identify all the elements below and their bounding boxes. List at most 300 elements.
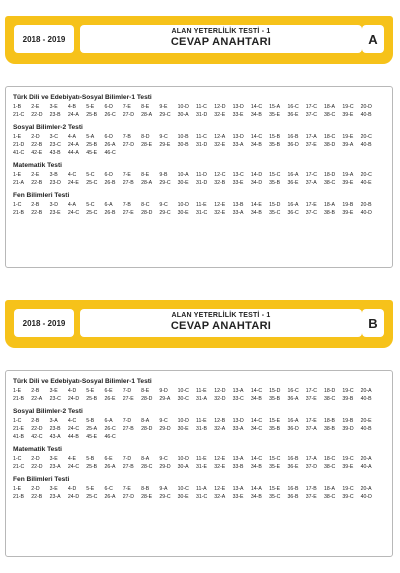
answer-cell: 22-B [31, 180, 43, 186]
answer-cell: 40-B [360, 426, 372, 432]
answer-cell: 4-E [67, 456, 76, 462]
answer-cell: 36-B [287, 494, 299, 500]
answer-cell: 37-C [305, 112, 317, 118]
answer-cell: 30-E [177, 426, 189, 432]
answer-cell: 38-B [324, 210, 336, 216]
answer-cell: 30-E [177, 494, 189, 500]
answer-cell: 35-E [269, 112, 281, 118]
test-section [13, 445, 387, 471]
answer-cell: 22-B [31, 210, 43, 216]
answer-cell: 30-C [177, 396, 189, 402]
answer-cell: 37-E [305, 494, 317, 500]
year-label: 2018 - 2019 [14, 309, 74, 337]
answer-cell: 39-D [342, 426, 354, 432]
answer-cell: 12-E [214, 202, 226, 208]
answer-cell: 9-C [159, 202, 168, 208]
answer-cell: 9-C [159, 456, 168, 462]
answer-cell: 31-A [195, 396, 207, 402]
answer-cell: 3-E [49, 388, 58, 394]
answer-cell: 3-D [49, 202, 58, 208]
answer-cell: 10-B [177, 134, 189, 140]
answer-row [13, 133, 387, 141]
answer-cell: 5-C [86, 202, 95, 208]
answer-cell: 2-B [31, 418, 40, 424]
answer-cell: 24-A [67, 142, 79, 148]
answer-cell: 26-E [104, 396, 116, 402]
test-section [13, 475, 387, 501]
answer-key-title: CEVAP ANAHTARI [170, 320, 272, 332]
answer-cell: 4-A [67, 134, 76, 140]
answer-cell: 14-C [250, 388, 263, 394]
answer-cell: 22-D [31, 426, 43, 432]
answer-cell: 4-C [67, 172, 77, 178]
answer-cell: 12-A [214, 134, 226, 140]
answer-cell: 20-A [360, 388, 372, 394]
answer-cell: 28-A [141, 112, 153, 118]
answer-cell: 23-C [49, 396, 61, 402]
answer-cell: 37-A [305, 426, 317, 432]
answer-cell: 10-D [177, 202, 189, 208]
answer-row [13, 417, 387, 425]
answers-box [5, 86, 393, 268]
answer-cell: 34-B [250, 464, 262, 470]
answer-cell: 14-C [250, 134, 263, 140]
answer-cell: 12-D [214, 104, 226, 110]
answer-cell: 15-B [269, 134, 281, 140]
answer-cell: 22-D [31, 464, 43, 470]
answer-cell: 15-D [269, 202, 281, 208]
answer-cell: 9-B [159, 172, 168, 178]
answer-cell: 21-E [13, 426, 24, 432]
test-section [13, 377, 387, 403]
answer-cell: 10-D [177, 418, 189, 424]
answer-cell: 21-D [13, 142, 25, 148]
answer-cell: 5-B [86, 456, 95, 462]
answer-cell: 2-B [31, 202, 40, 208]
answer-cell: 9-C [159, 418, 168, 424]
answer-cell: 15-D [269, 388, 281, 394]
answer-cell: 20-D [360, 104, 372, 110]
answer-cell: 16-C [287, 388, 299, 394]
answer-cell: 23-A [49, 464, 61, 470]
answer-cell: 25-C [86, 210, 98, 216]
answer-cell: 20-A [360, 486, 372, 492]
answer-cell: 31-C [195, 210, 208, 216]
answer-cell: 32-E [214, 210, 226, 216]
answer-cell: 7-D [122, 388, 132, 394]
answer-cell: 26-B [104, 180, 116, 186]
answer-cell: 21-C [13, 464, 25, 470]
answer-cell: 29-C [159, 494, 171, 500]
answer-cell: 19-C [342, 486, 354, 492]
answer-cell: 27-E [122, 210, 134, 216]
test-section [13, 161, 387, 187]
answer-row [13, 395, 387, 403]
answer-cell: 8-B [141, 486, 150, 492]
answer-cell: 5-C [86, 172, 95, 178]
answer-cell: 2-D [31, 456, 40, 462]
answer-cell: 37-C [305, 210, 317, 216]
answer-cell: 24-D [67, 494, 80, 500]
title-box [80, 309, 362, 337]
answer-cell: 18-A [324, 486, 336, 492]
answer-row [13, 179, 387, 187]
answer-cell: 21-B [13, 210, 24, 216]
answer-cell: 38-C [324, 396, 336, 402]
section-title: Türk Dili ve Edebiyatı-Sosyal Bilimler-1 Testi [13, 378, 152, 385]
answer-cell: 36-D [287, 142, 299, 148]
answer-cell: 22-B [31, 142, 43, 148]
answer-cell: 14-E [250, 202, 262, 208]
answer-cell: 13-D [232, 104, 244, 110]
answer-cell: 35-B [269, 396, 281, 402]
answer-cell: 32-A [214, 494, 226, 500]
answer-cell: 28-D [141, 396, 153, 402]
answer-cell: 12-C [214, 172, 226, 178]
answer-cell: 46-C [104, 434, 116, 440]
answer-cell: 27-D [122, 142, 135, 148]
answer-cell: 13-A [232, 388, 244, 394]
answer-cell: 2-D [31, 134, 40, 140]
section-title: Sosyal Bilimler-2 Testi [13, 124, 83, 131]
answer-key-header [5, 300, 393, 348]
booklet-b [5, 300, 393, 500]
answer-cell: 38-D [324, 142, 336, 148]
answer-cell: 2-E [31, 104, 40, 110]
answer-cell: 17-A [305, 134, 317, 140]
answer-cell: 17-E [305, 418, 317, 424]
section-title: Sosyal Bilimler-2 Testi [13, 408, 83, 415]
answer-row [13, 141, 387, 149]
answer-cell: 18-A [324, 202, 336, 208]
answer-cell: 34-B [250, 142, 262, 148]
answer-cell: 21-A [13, 180, 24, 186]
answer-cell: 4-C [67, 418, 77, 424]
answer-cell: 30-B [177, 142, 189, 148]
answer-cell: 28-E [141, 142, 153, 148]
answer-cell: 13-D [232, 134, 244, 140]
answer-cell: 32-E [214, 142, 226, 148]
answer-cell: 34-D [250, 180, 263, 186]
test-name: ALAN YETERLİLİK TESTİ - 1 [171, 312, 271, 319]
answer-cell: 29-A [159, 396, 171, 402]
answer-cell: 39-E [342, 112, 354, 118]
answer-cell: 20-C [360, 134, 372, 140]
answer-cell: 41-C [13, 150, 25, 156]
answer-key-header [5, 16, 393, 64]
answer-cell: 44-B [67, 434, 79, 440]
answer-cell: 10-A [177, 172, 189, 178]
answer-cell: 27-E [122, 396, 134, 402]
answer-row [13, 493, 387, 501]
answer-cell: 7-B [122, 134, 131, 140]
answer-cell: 6-D [104, 134, 113, 140]
answer-cell: 21-C [13, 112, 25, 118]
answer-cell: 15-E [269, 486, 281, 492]
answer-cell: 32-E [214, 112, 226, 118]
answer-cell: 19-E [342, 134, 354, 140]
answer-cell: 35-E [269, 464, 281, 470]
answer-row [13, 111, 387, 119]
answer-cell: 6-A [104, 202, 113, 208]
answer-cell: 33-B [232, 464, 244, 470]
answer-cell: 11-C [195, 134, 207, 140]
answer-cell: 1-E [13, 388, 22, 394]
answer-cell: 6-C [104, 486, 113, 492]
answer-cell: 24-D [67, 396, 80, 402]
answer-cell: 8-C [141, 202, 150, 208]
answer-cell: 31-C [195, 494, 208, 500]
answer-cell: 30-A [177, 464, 189, 470]
answer-cell: 37-E [305, 396, 317, 402]
answer-cell: 32-A [214, 426, 226, 432]
answer-cell: 26-A [104, 142, 116, 148]
answer-cell: 27-B [122, 464, 134, 470]
answer-cell: 17-E [305, 202, 317, 208]
answer-cell: 16-A [287, 172, 299, 178]
answer-cell: 42-E [31, 150, 43, 156]
answer-cell: 14-C [250, 456, 263, 462]
answer-cell: 11-C [195, 104, 207, 110]
answer-cell: 35-B [269, 142, 281, 148]
answer-cell: 22-B [31, 494, 43, 500]
answer-cell: 12-E [214, 486, 226, 492]
answer-cell: 11-E [195, 202, 207, 208]
answer-cell: 41-B [13, 434, 24, 440]
answer-cell: 15-C [269, 172, 281, 178]
answer-cell: 33-A [232, 210, 244, 216]
answer-cell: 3-E [49, 456, 58, 462]
test-name: ALAN YETERLİLİK TESTİ - 1 [171, 28, 271, 35]
answer-cell: 36-E [287, 112, 299, 118]
answer-cell: 5-A [86, 134, 95, 140]
answer-row [13, 201, 387, 209]
answer-cell: 29-E [159, 142, 171, 148]
test-section [13, 407, 387, 441]
booklet-letter: B [362, 309, 384, 337]
answer-cell: 34-B [250, 210, 262, 216]
answer-cell: 26-C [104, 112, 116, 118]
answer-cell: 6-D [104, 172, 113, 178]
answer-cell: 34-B [250, 396, 262, 402]
answer-cell: 2-E [31, 172, 40, 178]
answer-cell: 7-E [122, 486, 131, 492]
answer-cell: 25-A [86, 426, 98, 432]
answer-cell: 22-A [31, 396, 43, 402]
answer-cell: 44-A [67, 150, 79, 156]
answer-row [13, 485, 387, 493]
answer-cell: 16-B [287, 134, 299, 140]
answer-cell: 8-E [141, 104, 150, 110]
answer-cell: 28-D [141, 426, 153, 432]
answer-cell: 38-B [324, 426, 336, 432]
answer-cell: 24-C [67, 426, 80, 432]
answer-cell: 6-A [104, 418, 113, 424]
answer-cell: 31-D [195, 112, 208, 118]
answer-cell: 11-A [195, 486, 207, 492]
test-section [13, 93, 387, 119]
answer-cell: 43-A [49, 434, 61, 440]
answer-cell: 29-C [159, 210, 171, 216]
answer-cell: 5-E [86, 388, 95, 394]
answer-cell: 20-B [360, 202, 372, 208]
answer-cell: 39-E [342, 464, 354, 470]
answer-cell: 24-C [67, 464, 80, 470]
answer-cell: 27-B [122, 180, 134, 186]
answer-cell: 34-B [250, 112, 262, 118]
answer-cell: 6-D [104, 104, 113, 110]
answer-cell: 10-C [177, 486, 189, 492]
answer-cell: 9-E [159, 104, 168, 110]
answer-row [13, 425, 387, 433]
answer-cell: 25-B [86, 464, 98, 470]
answer-cell: 18-D [324, 172, 336, 178]
answer-cell: 38-C [324, 494, 336, 500]
answer-cell: 38-C [324, 180, 336, 186]
answer-cell: 9-D [159, 388, 168, 394]
answer-cell: 35-C [269, 494, 281, 500]
answer-cell: 40-B [360, 112, 372, 118]
answer-cell: 8-E [141, 172, 150, 178]
answer-cell: 36-D [287, 426, 299, 432]
answer-cell: 16-A [287, 418, 299, 424]
answer-cell: 29-C [159, 112, 171, 118]
answer-cell: 36-A [287, 396, 299, 402]
answer-cell: 1-E [13, 172, 22, 178]
answer-cell: 26-A [104, 494, 116, 500]
answer-cell: 3-B [49, 172, 58, 178]
answer-cell: 11-E [195, 456, 207, 462]
answer-row [13, 463, 387, 471]
section-title: Fen Bilimleri Testi [13, 192, 70, 199]
answer-cell: 6-E [104, 456, 113, 462]
answer-cell: 39-C [342, 494, 354, 500]
answer-cell: 17-C [305, 388, 317, 394]
answer-cell: 16-B [287, 456, 299, 462]
answer-cell: 3-C [49, 134, 58, 140]
answer-cell: 35-B [269, 426, 281, 432]
answer-cell: 40-A [360, 464, 372, 470]
answer-cell: 33-C [232, 396, 244, 402]
answer-cell: 14-C [250, 104, 263, 110]
test-section [13, 123, 387, 157]
answer-cell: 28-E [141, 494, 153, 500]
answer-cell: 7-D [122, 456, 132, 462]
answer-cell: 10-C [177, 388, 189, 394]
answer-cell: 5-B [86, 418, 95, 424]
answer-cell: 31-D [195, 142, 208, 148]
answer-cell: 3-E [49, 104, 58, 110]
answers-content [13, 377, 387, 505]
answer-cell: 9-A [159, 486, 168, 492]
answer-cell: 5-E [86, 486, 95, 492]
answer-cell: 18-D [324, 388, 336, 394]
answer-cell: 8-E [141, 388, 150, 394]
answer-cell: 23-B [49, 426, 61, 432]
answer-cell: 8-A [141, 418, 150, 424]
answer-cell: 40-E [360, 180, 372, 186]
answer-cell: 14-A [250, 486, 262, 492]
answer-cell: 12-D [214, 388, 226, 394]
answer-cell: 37-D [305, 464, 317, 470]
answer-cell: 4-D [67, 486, 77, 492]
answer-key-title: CEVAP ANAHTARI [170, 36, 272, 48]
section-title: Matematik Testi [13, 446, 62, 453]
answer-cell: 23-E [49, 210, 61, 216]
answer-cell: 43-B [49, 150, 61, 156]
answer-cell: 4-A [67, 202, 76, 208]
answer-cell: 39-B [342, 396, 354, 402]
answer-row [13, 103, 387, 111]
answers-content [13, 93, 387, 221]
answer-cell: 5-E [86, 104, 95, 110]
answer-cell: 3-E [49, 486, 58, 492]
answer-row [13, 209, 387, 217]
answer-cell: 31-D [195, 180, 208, 186]
answer-cell: 29-C [159, 180, 171, 186]
answer-cell: 13-C [232, 172, 244, 178]
answer-cell: 2-B [31, 388, 40, 394]
answer-cell: 40-B [360, 142, 372, 148]
answer-cell: 18-C [324, 134, 336, 140]
answer-cell: 45-E [86, 150, 98, 156]
answer-cell: 20-A [360, 456, 372, 462]
answer-cell: 34-B [250, 494, 262, 500]
answer-cell: 27-D [122, 112, 135, 118]
answer-cell: 17-B [305, 486, 317, 492]
booklet-a [5, 16, 393, 216]
answer-cell: 37-A [305, 180, 317, 186]
booklet-letter: A [362, 25, 384, 53]
answer-cell: 21-B [13, 396, 24, 402]
answer-cell: 33-A [232, 426, 244, 432]
answer-cell: 4-D [67, 388, 77, 394]
section-title: Fen Bilimleri Testi [13, 476, 70, 483]
answer-cell: 35-B [269, 180, 281, 186]
answer-cell: 46-C [104, 150, 116, 156]
answer-cell: 1-C [13, 418, 22, 424]
answer-cell: 25-B [86, 112, 98, 118]
answer-cell: 40-B [360, 396, 372, 402]
answer-cell: 16-C [287, 104, 299, 110]
answer-cell: 23-B [49, 112, 61, 118]
answer-cell: 8-A [141, 456, 150, 462]
answer-cell: 20-E [360, 418, 372, 424]
answer-cell: 19-C [342, 104, 354, 110]
answer-cell: 30-E [177, 210, 189, 216]
answer-cell: 34-C [250, 426, 263, 432]
answer-cell: 36-C [287, 210, 299, 216]
answer-cell: 1-C [13, 202, 22, 208]
title-box [80, 25, 362, 53]
answer-cell: 38-C [324, 464, 336, 470]
answer-cell: 22-D [31, 112, 43, 118]
answer-cell: 13-A [232, 456, 244, 462]
answer-cell: 7-B [122, 202, 131, 208]
answer-cell: 29-D [159, 464, 171, 470]
answer-cell: 17-A [305, 456, 317, 462]
answer-cell: 25-C [86, 494, 98, 500]
answer-cell: 23-A [49, 494, 61, 500]
answer-cell: 16-A [287, 202, 299, 208]
answer-cell: 7-E [122, 172, 131, 178]
answer-row [13, 387, 387, 395]
answer-cell: 37-E [305, 142, 317, 148]
answer-cell: 28-A [141, 180, 153, 186]
answer-cell: 18-C [324, 456, 336, 462]
answer-cell: 18-A [324, 104, 336, 110]
answer-cell: 15-A [269, 104, 281, 110]
